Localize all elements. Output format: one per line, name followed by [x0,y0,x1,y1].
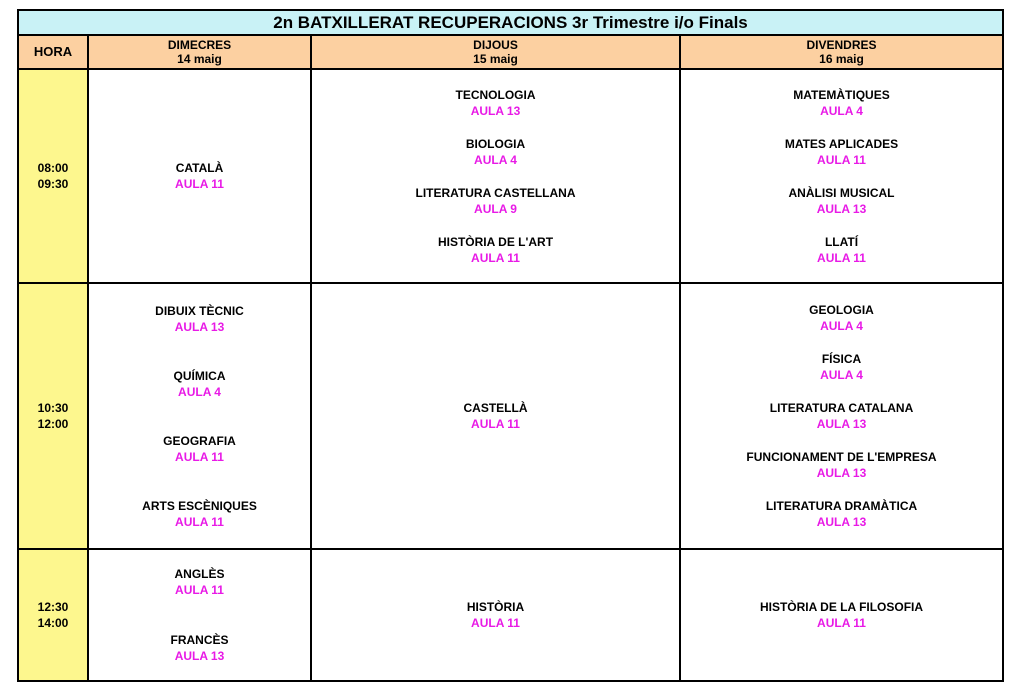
day-header-dimecres [88,35,311,69]
exam-entry [89,303,310,335]
exam-room: AULA 4 [820,103,863,118]
exam-subject: BIOLOGIA [465,136,526,151]
exam-room: AULA 11 [471,417,520,431]
exam-cell [680,549,1003,681]
exam-room: AULA 9 [474,201,517,216]
exam-subject: FÍSICA [821,352,862,366]
exam-entry [312,234,679,266]
exam-subject: LLATÍ [824,234,859,249]
exam-room: AULA 11 [175,514,224,529]
exam-room: AULA 13 [816,515,867,529]
exam-subject: HISTÒRIA DE L'ART [437,234,554,249]
exam-room: AULA 13 [470,103,521,118]
exam-room: AULA 11 [175,449,224,464]
exam-room: AULA 13 [816,466,867,480]
exam-cell [88,69,311,283]
exam-entry [312,185,679,217]
exam-entry [681,351,1002,383]
exam-entry [681,302,1002,334]
exam-subject: MATES APLICADES [784,136,899,151]
exam-subject: FRANCÈS [170,633,229,647]
exam-subject: MATEMÀTIQUES [793,87,890,102]
slot-end: 09:30 [37,177,69,191]
exam-subject: GEOGRAFIA [163,433,236,448]
exam-subject: ANGLÈS [174,567,225,581]
exam-subject: FUNCIONAMENT DE L'EMPRESA [746,450,937,464]
exam-entry [89,498,310,530]
exam-subject: ARTS ESCÈNIQUES [142,498,257,513]
exam-subject: DIBUIX TÈCNIC [155,303,244,318]
exam-cell [680,69,1003,283]
time-slot [18,549,88,681]
exam-entry [681,87,1002,119]
exam-entry [89,632,310,664]
schedule-title: 2n BATXILLERAT RECUPERACIONS 3r Trimestre i/o Finals [18,10,1003,35]
exam-subject: LITERATURA CATALANA [769,401,914,415]
exam-subject: ANÀLISI MUSICAL [788,185,895,200]
slot-start: 12:30 [37,600,69,614]
exam-subject: HISTÒRIA [466,600,525,614]
exam-subject: CASTELLÀ [463,401,528,415]
slot-start: 08:00 [37,161,69,175]
exam-room: AULA 4 [820,319,863,333]
exam-entry [312,400,679,432]
exam-entry [681,599,1002,631]
exam-schedule-table [17,9,1004,682]
slot-start: 10:30 [37,401,69,415]
exam-subject: LITERATURA CASTELLANA [415,185,576,200]
exam-cell [311,549,680,681]
exam-subject: GEOLOGIA [809,303,874,317]
day-header-divendres [680,35,1003,69]
exam-room: AULA 11 [471,250,520,265]
time-slot [18,283,88,549]
exam-entry [89,433,310,465]
slot-row [18,549,1003,681]
exam-room: AULA 4 [178,384,221,399]
slot-row [18,69,1003,283]
exam-cell [311,69,680,283]
exam-entry [681,185,1002,217]
hora-header: HORA [18,35,88,69]
exam-subject: QUÍMICA [173,368,226,383]
exam-cell [88,283,311,549]
day-date: 15 maig [473,52,518,66]
slot-end: 14:00 [37,616,69,630]
exam-cell [680,283,1003,549]
exam-room: AULA 11 [817,616,866,630]
day-name: DIJOUS [473,38,518,52]
exam-cell [311,283,680,549]
day-name: DIVENDRES [806,38,877,52]
exam-room: AULA 11 [817,250,866,265]
exam-room: AULA 4 [474,152,517,167]
exam-entry [681,400,1002,432]
day-date: 14 maig [177,52,222,66]
exam-room: AULA 13 [816,417,867,431]
exam-room: AULA 11 [471,616,520,630]
exam-entry [681,136,1002,168]
exam-subject: CATALÀ [175,161,224,175]
slot-end: 12:00 [37,417,69,431]
exam-entry [681,234,1002,266]
exam-subject: LITERATURA DRAMÀTICA [765,499,918,513]
day-name: DIMECRES [167,38,232,52]
exam-subject: TECNOLOGIA [455,87,536,102]
exam-room: AULA 11 [175,583,224,597]
exam-entry [312,136,679,168]
exam-entry [312,87,679,119]
exam-cell [88,549,311,681]
exam-room: AULA 13 [174,649,225,663]
exam-entry [681,498,1002,530]
exam-entry [89,160,310,192]
exam-room: AULA 11 [175,177,224,191]
exam-entry [89,368,310,400]
time-slot [18,69,88,283]
exam-room: AULA 11 [817,152,866,167]
exam-room: AULA 4 [820,368,863,382]
exam-room: AULA 13 [174,319,225,334]
day-date: 16 maig [819,52,864,66]
exam-entry [312,599,679,631]
exam-subject: HISTÒRIA DE LA FILOSOFIA [759,600,924,614]
exam-entry [89,566,310,598]
slot-row [18,283,1003,549]
exam-room: AULA 13 [816,201,867,216]
exam-entry [681,449,1002,481]
day-header-dijous [311,35,680,69]
